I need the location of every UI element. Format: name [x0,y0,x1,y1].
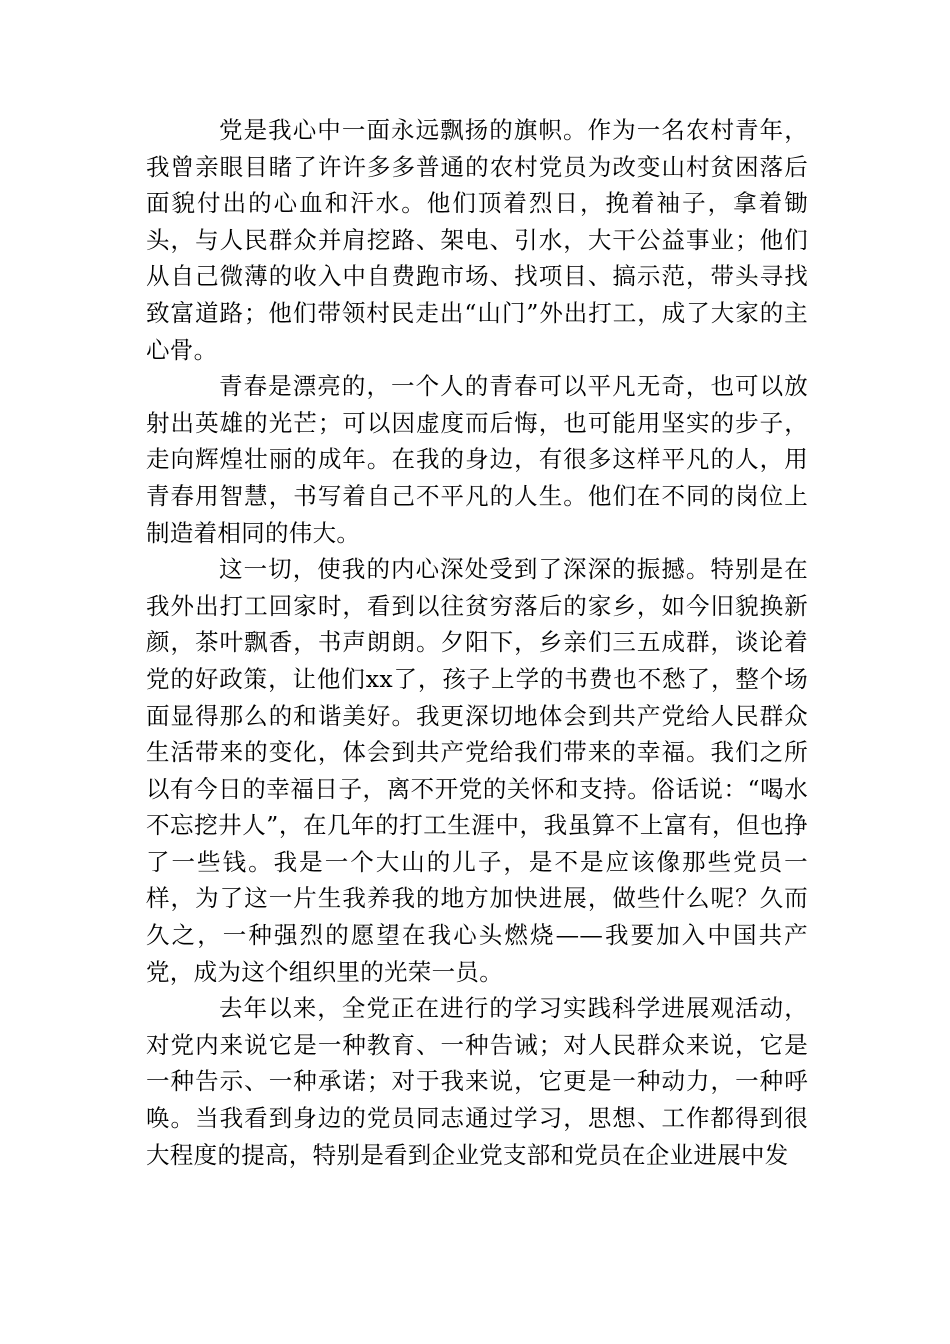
paragraph-1: 党是我心中一面永远飘扬的旗帜。作为一名农村青年，我曾亲眼目睹了许许多多普通的农村党员为改变山村贫困落后面貌付出的心血和汗水。他们顶着烈日，挽着袖子，拿着锄头，与人民群众并肩挖路、架电、引水，大干公益事业；他们从自己微薄的收入中自费跑市场、找项目、搞示范，带头寻找致富道路；他们带领村民走出“山门”外出打工，成了大家的主心骨。 [146,116,808,364]
document-page [146,112,808,1173]
paragraph-3: 这一切，使我的内心深处受到了深深的振撼。特别是在我外出打工回家时，看到以往贫穷落后的家乡，如今旧貌换新颜，茶叶飘香，书声朗朗。夕阳下，乡亲们三五成群，谈论着党的好政策，让他们xx了，孩子上学的书费也不愁了，整个场面显得那么的和谐美好。我更深切地体会到共产党给人民群众生活带来的变化，体会到共产党给我们带来的幸福。我们之所以有今日的幸福日子，离不开党的关怀和支持。俗话说：“喝水不忘挖井人”，在几年的打工生涯中，我虽算不上富有，但也挣了一些钱。我是一个大山的儿子，是不是应该像那些党员一样，为了这一片生我养我的地方加快进展，做些什么呢？久而久之，一种强烈的愿望在我心头燃烧——我要加入中国共产党，成为这个组织里的光荣一员。 [146,555,808,986]
paragraph-2: 青春是漂亮的，一个人的青春可以平凡无奇，也可以放射出英雄的光芒；可以因虚度而后悔，也可能用坚实的步子，走向辉煌壮丽的成年。在我的身边，有很多这样平凡的人，用青春用智慧，书写着自己不平凡的人生。他们在不同的岗位上制造着相同的伟大。 [146,372,808,547]
paragraph-4: 去年以来，全党正在进行的学习实践科学进展观活动，对党内来说它是一种教育、一种告诫；对人民群众来说，它是一种告示、一种承诺；对于我来说，它更是一种动力，一种呼唤。当我看到身边的党员同志通过学习，思想、工作都得到很大程度的提高，特别是看到企业党支部和党员在企业进展中发 [146,994,808,1169]
